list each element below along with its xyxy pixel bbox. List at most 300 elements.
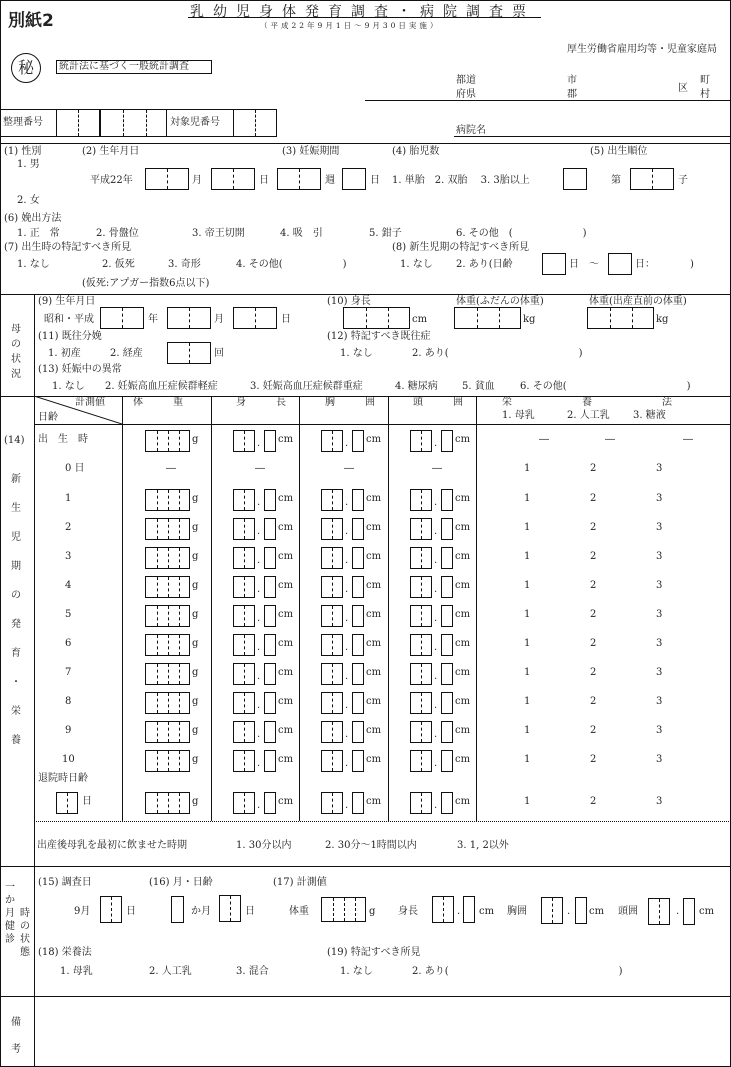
city-label: 市 xyxy=(567,75,577,86)
county-label: 郡 xyxy=(567,89,577,100)
head-dec-field[interactable] xyxy=(441,518,453,540)
head-dec-field[interactable] xyxy=(441,576,453,598)
cm-unit: cm xyxy=(278,609,294,620)
pregnancy-option-2[interactable]: 2. 妊娠高血圧症候群軽症 xyxy=(105,381,218,392)
checkup-feeding-option-1[interactable]: 1. 母乳 xyxy=(60,966,93,977)
col-feeding: 栄 養 法 xyxy=(502,397,672,408)
delivery-option-4[interactable]: 4. 吸 引 xyxy=(280,228,323,239)
feeding-choice-1[interactable]: 1 xyxy=(524,725,531,736)
cm-unit: cm xyxy=(455,609,471,620)
length-dec-field[interactable] xyxy=(264,547,276,569)
neonatal-day-from-field[interactable] xyxy=(542,253,566,275)
decimal-point: . xyxy=(434,642,438,653)
feeding-choice-3[interactable]: 3 xyxy=(656,667,663,678)
decimal-point: . xyxy=(257,613,261,624)
head-int-field[interactable] xyxy=(410,489,432,511)
mother-birth-month-field[interactable] xyxy=(167,307,211,329)
neonatal-day-to-field[interactable] xyxy=(608,253,632,275)
length-int-field[interactable] xyxy=(233,634,255,656)
cm-unit: cm xyxy=(278,522,294,533)
chest-int-field[interactable] xyxy=(321,750,343,772)
chest-dec-field[interactable] xyxy=(352,576,364,598)
cm-unit: cm xyxy=(278,493,294,504)
checkup-section-label: 健 xyxy=(5,921,15,932)
decimal-point: . xyxy=(257,800,261,811)
length-dec-field[interactable] xyxy=(264,721,276,743)
discharge-head-dec-field[interactable] xyxy=(441,792,453,814)
decimal-point: . xyxy=(345,613,349,624)
row-age-label: 4 xyxy=(65,580,72,591)
q4-fetus-label: (4) 胎児数 xyxy=(392,146,440,157)
q3-gestation-label: (3) 妊娠期間 xyxy=(282,146,340,157)
year-label: 年 xyxy=(148,314,158,325)
age-days-field[interactable] xyxy=(219,895,241,922)
child-number-field[interactable] xyxy=(233,109,277,137)
checkup-feeding-option-3[interactable]: 3. 混合 xyxy=(236,966,269,977)
cm-unit: cm xyxy=(278,667,294,678)
divider xyxy=(34,396,35,866)
feeding-choice-3[interactable]: 3 xyxy=(656,551,663,562)
feeding-choice-1[interactable]: 1 xyxy=(524,522,531,533)
feeding-choice-1[interactable]: 1 xyxy=(524,667,531,678)
weight-field[interactable] xyxy=(145,547,190,569)
q13-pregnancy-abnormality-label: (13) 妊娠中の異常 xyxy=(38,364,122,375)
weight-field[interactable] xyxy=(145,634,190,656)
feeding-choice-3[interactable]: 3 xyxy=(656,493,663,504)
head-int-field[interactable] xyxy=(410,430,432,452)
birth-month-field[interactable] xyxy=(145,168,189,190)
neonatal-day-sep: 日 ～ xyxy=(569,259,599,270)
g-unit: g xyxy=(192,638,199,649)
head-dec-field[interactable] xyxy=(441,430,453,452)
weight-field[interactable] xyxy=(145,750,190,772)
feeding-choice-1[interactable]: 1 xyxy=(524,609,531,620)
feeding-choice-1[interactable]: 1 xyxy=(524,551,531,562)
decimal-point: . xyxy=(457,906,461,917)
usual-weight-label: 体重(ふだんの体重) xyxy=(456,296,544,307)
checkup-length-int-field[interactable] xyxy=(432,896,454,923)
head-int-field[interactable] xyxy=(410,692,432,714)
chest-dec-field[interactable] xyxy=(352,605,364,627)
months-label: か月 xyxy=(191,906,211,917)
length-dec-field[interactable] xyxy=(264,663,276,685)
col-chest: 胸 囲 xyxy=(325,397,375,408)
decimal-point: . xyxy=(434,526,438,537)
length-dec-field[interactable] xyxy=(264,750,276,772)
discharge-day-field[interactable] xyxy=(56,792,78,814)
birth-finding-option-4[interactable]: 4. その他( ) xyxy=(236,259,347,270)
discharge-feeding-choice-2[interactable]: 2 xyxy=(590,796,597,807)
birth-finding-option-1[interactable]: 1. なし xyxy=(17,259,50,270)
length-dec-field[interactable] xyxy=(264,605,276,627)
header-measurement: 計測値 xyxy=(75,397,105,408)
head-int-field[interactable] xyxy=(410,721,432,743)
checkup-chest-int-field[interactable] xyxy=(541,897,563,924)
head-dec-field[interactable] xyxy=(441,634,453,656)
length-int-field[interactable] xyxy=(233,547,255,569)
chest-int-field[interactable] xyxy=(321,663,343,685)
head-int-field[interactable] xyxy=(410,750,432,772)
neonatal-option-2[interactable]: 2. あり(日齢 xyxy=(456,259,513,270)
feeding-choice-1[interactable]: 1 xyxy=(524,754,531,765)
asphyxia-note: (仮死:アプガー指数6点以下) xyxy=(82,278,210,289)
decimal-point: . xyxy=(257,729,261,740)
dash-mark: ― xyxy=(166,463,176,474)
q1-sex-label: (1) 性別 xyxy=(4,146,42,157)
newborn-section-label: 発 xyxy=(11,619,21,630)
weight-field[interactable] xyxy=(145,721,190,743)
discharge-weight-field[interactable] xyxy=(145,792,190,814)
cm-unit: cm xyxy=(455,551,471,562)
col-head: 頭 囲 xyxy=(413,397,463,408)
cm-unit: cm xyxy=(412,314,428,325)
g-unit: g xyxy=(192,434,199,445)
decimal-point: . xyxy=(257,584,261,595)
g-unit: g xyxy=(192,754,199,765)
length-dec-field[interactable] xyxy=(264,634,276,656)
decimal-point: . xyxy=(434,700,438,711)
breastfeed-option-2[interactable]: 2. 30分～1時間以内 xyxy=(325,840,417,851)
cm-unit: cm xyxy=(366,754,382,765)
dash-mark: ― xyxy=(539,434,549,445)
feeding-choice-1[interactable]: 1 xyxy=(524,638,531,649)
length-int-field[interactable] xyxy=(233,576,255,598)
checkup-weight-field[interactable] xyxy=(321,897,366,922)
dash-mark: ― xyxy=(605,434,615,445)
dash-mark: ― xyxy=(255,463,265,474)
decimal-point: . xyxy=(257,700,261,711)
cm-unit: cm xyxy=(455,796,471,807)
month-label: 月 xyxy=(214,314,224,325)
delivery-option-5[interactable]: 5. 鉗子 xyxy=(369,228,402,239)
mother-birth-year-field[interactable] xyxy=(100,307,144,329)
remarks-field[interactable] xyxy=(35,997,730,1066)
sex-option-male[interactable]: 1. 男 xyxy=(17,159,40,170)
chest-int-field[interactable] xyxy=(321,634,343,656)
delivery-option-6[interactable]: 6. その他 ( ) xyxy=(456,228,587,239)
serial-number-field-2[interactable] xyxy=(100,109,167,137)
prefecture-label: 都道 xyxy=(456,75,476,86)
col-weight: 体 重 xyxy=(133,397,183,408)
feeding-choice-2[interactable]: 2 xyxy=(590,551,597,562)
survey-period: （平成22年9月1日～9月30日実施） xyxy=(260,21,441,30)
length-int-field[interactable] xyxy=(233,750,255,772)
birth-finding-option-2[interactable]: 2. 仮死 xyxy=(102,259,135,270)
september-label: 9月 xyxy=(74,906,91,917)
newborn-section-label: 児 xyxy=(11,532,21,543)
attachment-label: 別紙2 xyxy=(8,11,54,31)
sex-option-female[interactable]: 2. 女 xyxy=(17,195,40,206)
checkup-head-dec-field[interactable] xyxy=(683,898,695,925)
feeding-choice-3[interactable]: 3 xyxy=(656,609,663,620)
birth-order-field[interactable] xyxy=(630,168,674,190)
neonatal-day-note: 日： ) xyxy=(635,259,694,270)
cm-unit: cm xyxy=(455,580,471,591)
mother-birth-day-field[interactable] xyxy=(233,307,277,329)
g-unit: g xyxy=(192,522,199,533)
chest-dec-field[interactable] xyxy=(352,663,364,685)
divider xyxy=(388,396,389,821)
decimal-point: . xyxy=(434,438,438,449)
feeding-choice-2[interactable]: 2 xyxy=(590,754,597,765)
feeding-choice-3[interactable]: 3 xyxy=(656,754,663,765)
age-months-field[interactable] xyxy=(171,896,184,923)
header-age: 日齢 xyxy=(38,412,58,423)
q14-section-number: (14) xyxy=(4,435,25,446)
pregnancy-option-6[interactable]: 6. その他( ) xyxy=(520,381,691,392)
feeding-choice-2[interactable]: 2 xyxy=(590,667,597,678)
decimal-point: . xyxy=(345,671,349,682)
discharge-length-int-field[interactable] xyxy=(233,792,255,814)
length-int-field[interactable] xyxy=(233,489,255,511)
discharge-chest-int-field[interactable] xyxy=(321,792,343,814)
head-int-field[interactable] xyxy=(410,518,432,540)
address-underline[interactable] xyxy=(365,100,731,101)
g-unit: g xyxy=(192,725,199,736)
feeding-choice-2[interactable]: 2 xyxy=(590,463,597,474)
chest-dec-field[interactable] xyxy=(352,750,364,772)
feeding-choice-3[interactable]: 3 xyxy=(656,580,663,591)
day-label: 日 xyxy=(126,906,136,917)
head-dec-field[interactable] xyxy=(441,489,453,511)
decimal-point: . xyxy=(257,438,261,449)
hospital-name-field[interactable] xyxy=(454,136,731,137)
cm-unit: cm xyxy=(366,522,382,533)
order-prefix: 第 xyxy=(611,175,621,186)
prefecture-label-2: 府県 xyxy=(456,89,476,100)
prior-delivery-option-1[interactable]: 1. 初産 xyxy=(48,348,81,359)
prior-delivery-option-2[interactable]: 2. 経産 xyxy=(110,348,143,359)
length-int-field[interactable] xyxy=(233,605,255,627)
chest-dec-field[interactable] xyxy=(352,692,364,714)
chest-dec-field[interactable] xyxy=(352,518,364,540)
order-suffix: 子 xyxy=(678,175,688,186)
dash-mark: ― xyxy=(344,463,354,474)
head-int-field[interactable] xyxy=(410,576,432,598)
divider xyxy=(299,396,300,821)
weight-field[interactable] xyxy=(145,605,190,627)
pregnancy-option-1[interactable]: 1. なし xyxy=(52,381,85,392)
feeding-choice-3[interactable]: 3 xyxy=(656,725,663,736)
delivery-option-3[interactable]: 3. 帝王切開 xyxy=(192,228,245,239)
decimal-point: . xyxy=(567,906,571,917)
cm-unit: cm xyxy=(455,434,471,445)
head-dec-field[interactable] xyxy=(441,721,453,743)
cm-unit: cm xyxy=(278,754,294,765)
gestation-weeks-field[interactable] xyxy=(277,168,321,190)
checkup-head-int-field[interactable] xyxy=(648,898,670,925)
chest-int-field[interactable] xyxy=(321,489,343,511)
chest-int-field[interactable] xyxy=(321,518,343,540)
birth-day-field[interactable] xyxy=(211,168,255,190)
feeding-choice-3[interactable]: 3 xyxy=(656,463,663,474)
length-dec-field[interactable] xyxy=(264,692,276,714)
length-int-field[interactable] xyxy=(233,721,255,743)
weight-field[interactable] xyxy=(145,663,190,685)
discharge-head-int-field[interactable] xyxy=(410,792,432,814)
g-unit: g xyxy=(192,609,199,620)
section-divider xyxy=(0,866,731,867)
era-year-label: 平成22年 xyxy=(90,175,133,186)
head-int-field[interactable] xyxy=(410,634,432,656)
q18-feeding-label: (18) 栄養法 xyxy=(38,947,92,958)
cm-unit: cm xyxy=(366,551,382,562)
discharge-feeding-choice-3[interactable]: 3 xyxy=(656,796,663,807)
cm-unit: cm xyxy=(278,796,294,807)
weight-field[interactable] xyxy=(145,489,190,511)
q15-survey-date-label: (15) 調査日 xyxy=(38,877,92,888)
decimal-point: . xyxy=(434,497,438,508)
col-length: 身 長 xyxy=(236,397,286,408)
breastfeed-option-1[interactable]: 1. 30分以内 xyxy=(236,840,292,851)
checkup-section-label: 月 xyxy=(5,908,15,919)
q12-medical-history-label: (12) 特記すべき既往症 xyxy=(327,331,431,342)
head-dec-field[interactable] xyxy=(441,750,453,772)
pregnancy-option-3[interactable]: 3. 妊娠高血圧症候群重症 xyxy=(250,381,363,392)
chest-dec-field[interactable] xyxy=(352,430,364,452)
head-int-field[interactable] xyxy=(410,605,432,627)
dash-mark: ― xyxy=(432,463,442,474)
discharge-length-dec-field[interactable] xyxy=(264,792,276,814)
checkup-section-label: 一 xyxy=(5,882,15,893)
q10-height-label: (10) 身長 xyxy=(327,296,371,307)
length-int-field[interactable] xyxy=(233,692,255,714)
checkup-feeding-option-2[interactable]: 2. 人工乳 xyxy=(149,966,192,977)
head-int-field[interactable] xyxy=(410,663,432,685)
length-int-field[interactable] xyxy=(233,518,255,540)
survey-day-field[interactable] xyxy=(100,896,122,923)
feeding-choice-2[interactable]: 2 xyxy=(590,493,597,504)
cm-unit: cm xyxy=(455,754,471,765)
discharge-feeding-choice-1[interactable]: 1 xyxy=(524,796,531,807)
feeding-choice-3[interactable]: 3 xyxy=(656,522,663,533)
medical-history-option-1[interactable]: 1. なし xyxy=(340,348,373,359)
ministry-label: 厚生労働省雇用均等・児童家庭局 xyxy=(567,44,717,55)
chest-dec-field[interactable] xyxy=(352,547,364,569)
feeding-choice-2[interactable]: 2 xyxy=(590,580,597,591)
length-dec-field[interactable] xyxy=(264,430,276,452)
mother-section-label: 状 xyxy=(11,354,21,365)
fetus-count-field[interactable] xyxy=(563,168,587,190)
feeding-choice-2[interactable]: 2 xyxy=(590,725,597,736)
decimal-point: . xyxy=(434,800,438,811)
month-label: 月 xyxy=(192,175,202,186)
gestation-days-field[interactable] xyxy=(342,168,366,190)
cm-unit: cm xyxy=(366,796,382,807)
delivery-option-1[interactable]: 1. 正 常 xyxy=(17,228,60,239)
head-dec-field[interactable] xyxy=(441,692,453,714)
serial-number-field-1[interactable] xyxy=(56,109,100,137)
pre-delivery-weight-field[interactable] xyxy=(587,307,654,329)
feeding-choice-2[interactable]: 2 xyxy=(590,609,597,620)
checkup-finding-option-1[interactable]: 1. なし xyxy=(340,966,373,977)
feeding-choice-3[interactable]: 3 xyxy=(656,638,663,649)
discharge-chest-dec-field[interactable] xyxy=(352,792,364,814)
length-int-field[interactable] xyxy=(233,430,255,452)
weight-field[interactable] xyxy=(145,576,190,598)
birth-finding-option-3[interactable]: 3. 奇形 xyxy=(168,259,201,270)
pregnancy-option-4[interactable]: 4. 糖尿病 xyxy=(395,381,438,392)
feeding-option-3: 3. 糖液 xyxy=(633,410,666,421)
pregnancy-option-5[interactable]: 5. 貧血 xyxy=(462,381,495,392)
length-int-field[interactable] xyxy=(233,663,255,685)
q16-age-label: (16) 月・日齢 xyxy=(149,877,213,888)
feeding-choice-2[interactable]: 2 xyxy=(590,522,597,533)
q2-birthdate-label: (2) 生年月日 xyxy=(82,146,140,157)
dash-mark: ― xyxy=(683,434,693,445)
kg-unit: kg xyxy=(656,314,669,325)
prior-delivery-count-field[interactable] xyxy=(167,342,211,364)
checkup-chest-dec-field[interactable] xyxy=(575,897,587,924)
newborn-section-label: 育 xyxy=(11,648,21,659)
cm-unit: cm xyxy=(366,667,382,678)
feeding-choice-1[interactable]: 1 xyxy=(524,580,531,591)
cm-unit: cm xyxy=(366,580,382,591)
length-label: 身長 xyxy=(398,906,418,917)
head-dec-field[interactable] xyxy=(441,547,453,569)
serial-number-label: 整理番号 xyxy=(3,117,43,128)
chest-dec-field[interactable] xyxy=(352,634,364,656)
row-age-label: 5 xyxy=(65,609,72,620)
delivery-option-2[interactable]: 2. 骨盤位 xyxy=(96,228,139,239)
feeding-choice-1[interactable]: 1 xyxy=(524,463,531,474)
checkup-finding-option-2[interactable]: 2. あり( ) xyxy=(412,966,623,977)
feeding-choice-3[interactable]: 3 xyxy=(656,696,663,707)
feeding-choice-1[interactable]: 1 xyxy=(524,696,531,707)
chest-int-field[interactable] xyxy=(321,576,343,598)
breastfeed-option-3[interactable]: 3. 1, 2以外 xyxy=(457,840,509,851)
chest-int-field[interactable] xyxy=(321,605,343,627)
cm-unit: cm xyxy=(455,696,471,707)
q19-findings-label: (19) 特記すべき所見 xyxy=(327,947,421,958)
length-dec-field[interactable] xyxy=(264,518,276,540)
feeding-choice-2[interactable]: 2 xyxy=(590,696,597,707)
chest-dec-field[interactable] xyxy=(352,489,364,511)
town-label: 町 xyxy=(700,75,710,86)
chest-int-field[interactable] xyxy=(321,547,343,569)
decimal-point: . xyxy=(434,729,438,740)
weight-label: 体重 xyxy=(289,906,309,917)
q5-birth-order-label: (5) 出生順位 xyxy=(590,146,648,157)
fetus-options[interactable]: 1. 単胎 2. 双胎 3. 3胎以上 xyxy=(392,175,530,186)
weight-field[interactable] xyxy=(145,692,190,714)
usual-weight-field[interactable] xyxy=(454,307,521,329)
neonatal-option-1[interactable]: 1. なし xyxy=(400,259,433,270)
chest-int-field[interactable] xyxy=(321,721,343,743)
chest-int-field[interactable] xyxy=(321,692,343,714)
chest-int-field[interactable] xyxy=(321,430,343,452)
weight-field[interactable] xyxy=(145,518,190,540)
q11-prior-deliveries-label: (11) 既往分娩 xyxy=(38,331,102,342)
times-label: 回 xyxy=(214,348,224,359)
g-unit: g xyxy=(192,696,199,707)
cm-unit: cm xyxy=(278,638,294,649)
weight-field[interactable] xyxy=(145,430,190,452)
chest-dec-field[interactable] xyxy=(352,721,364,743)
medical-history-option-2[interactable]: 2. あり( ) xyxy=(412,348,583,359)
head-dec-field[interactable] xyxy=(441,605,453,627)
divider xyxy=(211,396,212,821)
row-age-label: 9 xyxy=(65,725,72,736)
head-int-field[interactable] xyxy=(410,547,432,569)
length-dec-field[interactable] xyxy=(264,576,276,598)
length-dec-field[interactable] xyxy=(264,489,276,511)
checkup-length-dec-field[interactable] xyxy=(463,896,475,923)
feeding-choice-2[interactable]: 2 xyxy=(590,638,597,649)
head-dec-field[interactable] xyxy=(441,663,453,685)
feeding-choice-1[interactable]: 1 xyxy=(524,493,531,504)
mother-height-field[interactable] xyxy=(343,307,410,329)
